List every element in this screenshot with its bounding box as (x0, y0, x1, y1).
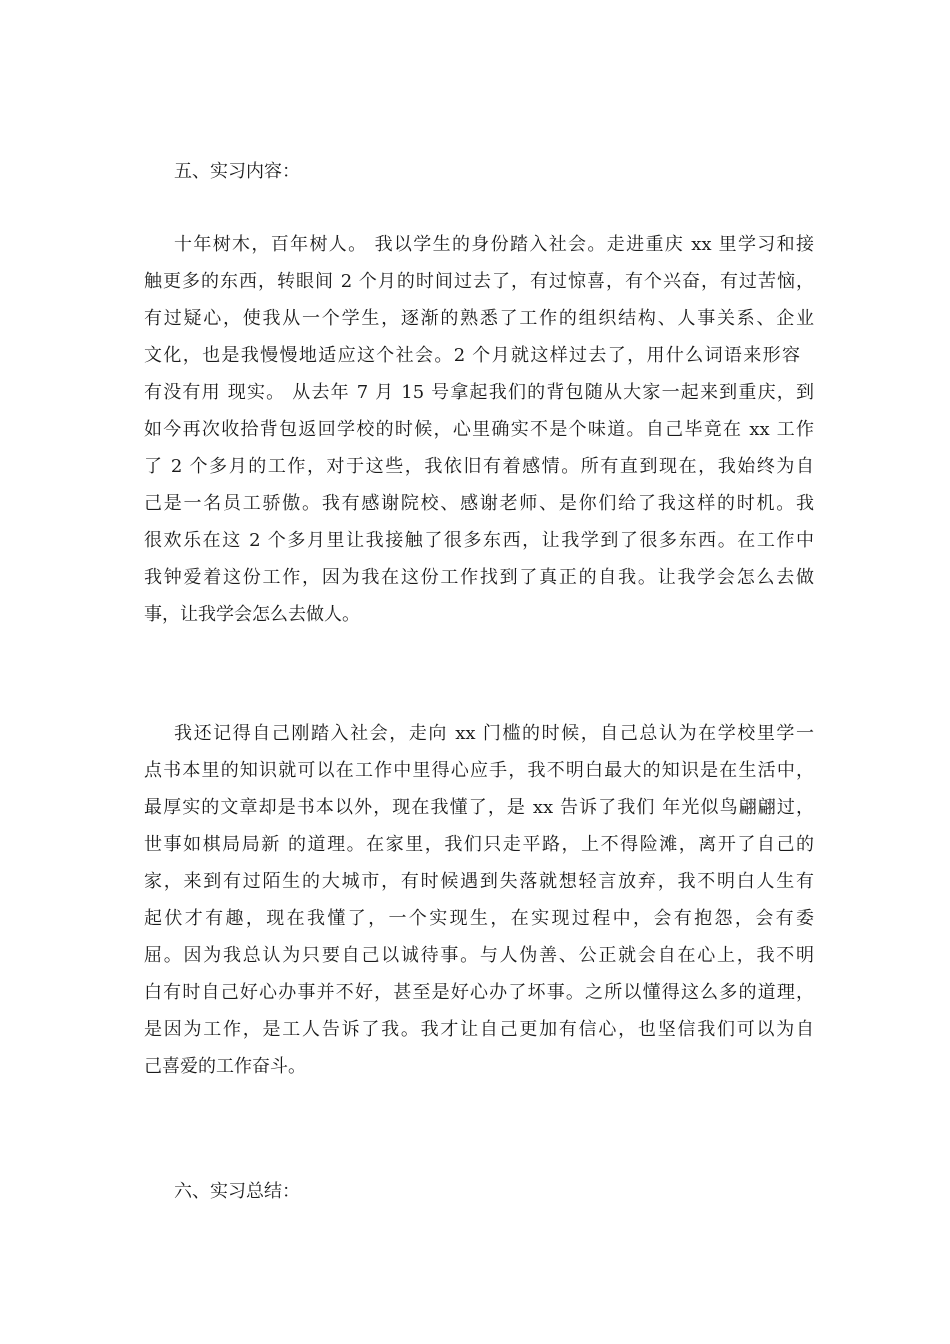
paragraph-line: 我还记得自己刚踏入社会，走向 xx 门槛的时候，自己总认为在学校里学一 (174, 723, 814, 744)
section-heading-internship-summary: 六、实习总结： (174, 1181, 300, 1202)
paragraph-line: 很欢乐在这 2 个多月里让我接触了很多东西，让我学到了很多东西。在工作中 (144, 530, 814, 551)
paragraph-1 (144, 226, 814, 633)
paragraph-line: 己喜爱的工作奋斗。 (144, 1056, 306, 1077)
paragraph-line: 起伏才有趣，现在我懂了，一个实现生，在实现过程中，会有抱怨，会有委 (144, 908, 814, 929)
paragraph-line: 有过疑心，使我从一个学生，逐渐的熟悉了工作的组织结构、人事关系、企业 (144, 308, 814, 329)
paragraph-line: 事，让我学会怎么去做人。 (144, 604, 360, 625)
paragraph-line: 我钟爱着这份工作，因为我在这份工作找到了真正的自我。让我学会怎么去做 (144, 567, 814, 588)
paragraph-line: 了 2 个多月的工作，对于这些，我依旧有着感情。所有直到现在，我始终为自 (144, 456, 814, 477)
section-heading-internship-content: 五、实习内容： (174, 161, 300, 182)
paragraph-line: 世事如棋局局新 的道理。在家里，我们只走平路，上不得险滩，离开了自己的 (144, 834, 814, 855)
paragraph-line: 文化，也是我慢慢地适应这个社会。2 个月就这样过去了，用什么词语来形容 (144, 345, 800, 366)
paragraph-2 (144, 715, 814, 1085)
paragraph-line: 十年树木，百年树人。 我以学生的身份踏入社会。走进重庆 xx 里学习和接 (174, 234, 814, 255)
paragraph-line: 触更多的东西，转眼间 2 个月的时间过去了，有过惊喜，有个兴奋，有过苦恼， (144, 271, 814, 292)
paragraph-line: 家，来到有过陌生的大城市，有时候遇到失落就想轻言放弃，我不明白人生有 (144, 871, 814, 892)
paragraph-line: 如今再次收拾背包返回学校的时候，心里确实不是个味道。自己毕竟在 xx 工作 (144, 419, 814, 440)
paragraph-line: 有没有用 现实。 从去年 7 月 15 号拿起我们的背包随从大家一起来到重庆，到 (144, 382, 814, 403)
paragraph-line: 白有时自己好心办事并不好，甚至是好心办了坏事。之所以懂得这么多的道理， (144, 982, 814, 1003)
paragraph-line: 己是一名员工骄傲。我有感谢院校、感谢老师、是你们给了我这样的时机。我 (144, 493, 814, 514)
paragraph-line: 屈。因为我总认为只要自己以诚待事。与人伪善、公正就会自在心上，我不明 (144, 945, 814, 966)
paragraph-line: 是因为工作，是工人告诉了我。我才让自己更加有信心，也坚信我们可以为自 (144, 1019, 814, 1040)
paragraph-line: 点书本里的知识就可以在工作中里得心应手，我不明白最大的知识是在生活中， (144, 760, 814, 781)
paragraph-line: 最厚实的文章却是书本以外，现在我懂了，是 xx 告诉了我们 年光似鸟翩翩过， (144, 797, 814, 818)
